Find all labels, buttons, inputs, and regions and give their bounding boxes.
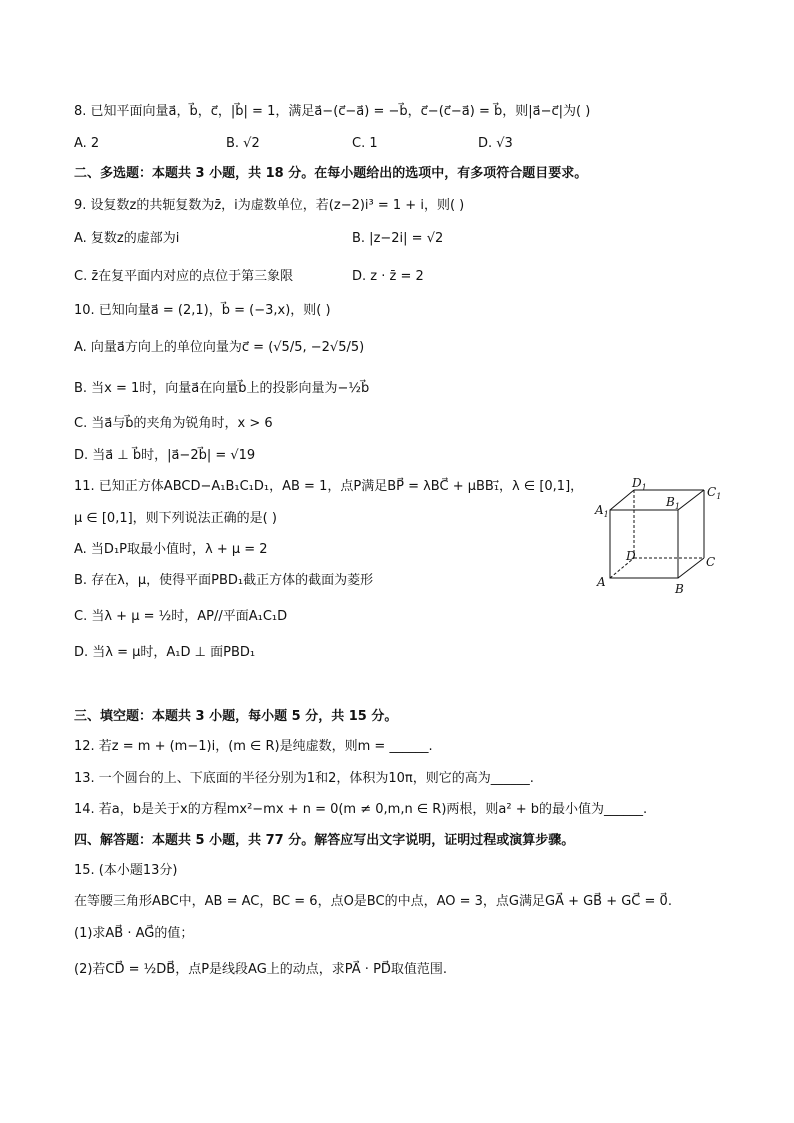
- cube-edge-bc: [678, 558, 704, 578]
- q11-option-b: B. 存在λ，μ，使得平面PBD₁截正方体的截面为菱形: [74, 573, 374, 588]
- label-b: B: [675, 582, 684, 596]
- q10-option-a: A. 向量a⃗方向上的单位向量为c⃗ = (√5/5, −2√5/5): [74, 340, 365, 355]
- section-4-heading: 四、解答题：本题共 5 小题，共 77 分。解答应写出文字说明，证明过程或演算步骤。: [74, 833, 575, 848]
- question-15-part1: (1)求AB⃗ · AG⃗的值；: [74, 926, 194, 941]
- question-13: 13. 一个圆台的上、下底面的半径分别为1和2，体积为10π，则它的高为______.: [74, 771, 534, 786]
- q10-option-c: C. 当a⃗与b⃗的夹角为锐角时，x > 6: [74, 416, 273, 431]
- cube-front-face: [610, 510, 678, 578]
- question-14: 14. 若a，b是关于x的方程mx²−mx + n = 0(m ≠ 0,m,n ∈ R)两根，则a² + b的最小值为______.: [74, 802, 648, 817]
- label-c: C: [706, 555, 716, 569]
- label-b1: $B_1$: [666, 495, 680, 511]
- label-a: A: [597, 575, 606, 589]
- q10-option-b: B. 当x = 1时，向量a⃗在向量b⃗上的投影向量为−½b⃗: [74, 381, 370, 396]
- cube-edge-a1d1: [610, 490, 634, 510]
- label-c1: $C_1$: [707, 485, 722, 501]
- q11-option-d: D. 当λ = μ时，A₁D ⊥ 面PBD₁: [74, 645, 256, 660]
- label-d1: $D_1$: [632, 476, 647, 492]
- cube-edge-b1c1: [678, 490, 704, 510]
- question-9-stem: 9. 设复数z的共轭复数为z̄，i为虚数单位，若(z−2)i³ = 1 + i，则( ): [74, 198, 465, 213]
- question-15-part2: (2)若CD⃗ = ½DB⃗，点P是线段AG上的动点，求PA⃗ · PD⃗取值范围.: [74, 962, 448, 977]
- q11-option-a: A. 当D₁P取最小值时，λ + μ = 2: [74, 542, 268, 557]
- question-15-stem: 在等腰三角形ABC中，AB = AC，BC = 6，点O是BC的中点，AO = 3，点G满足GA⃗ + GB⃗ + GC⃗ = 0⃗.: [74, 894, 672, 909]
- q8-option-c: C. 1: [352, 136, 378, 151]
- q11-option-c: C. 当λ + μ = ½时，AP//平面A₁C₁D: [74, 609, 288, 624]
- question-11-stem-line1: 11. 已知正方体ABCD−A₁B₁C₁D₁，AB = 1，点P满足BP⃗ = λBC⃗ + μBB₁⃗，λ ∈ [0,1]，: [74, 479, 584, 494]
- q10-option-d: D. 当a⃗ ⊥ b⃗时，|a⃗−2b⃗| = √19: [74, 448, 256, 463]
- question-8-stem: 8. 已知平面向量a⃗，b⃗，c⃗，|b⃗| = 1，满足a⃗−(c⃗−a⃗) = −b⃗，c⃗−(c⃗−a⃗) = b⃗，则|a⃗−c⃗|为( ): [74, 104, 591, 119]
- question-10-stem: 10. 已知向量a⃗ = (2,1)，b⃗ = (−3,x)，则( ): [74, 303, 331, 318]
- q9-option-c: C. z̄在复平面内对应的点位于第三象限: [74, 269, 294, 284]
- q8-option-a: A. 2: [74, 136, 100, 151]
- question-15-title: 15. (本小题13分): [74, 863, 178, 878]
- question-12: 12. 若z = m + (m−1)i，(m ∈ R)是纯虚数，则m = ______.: [74, 739, 433, 754]
- q9-option-d: D. z · z̄ = 2: [352, 269, 424, 284]
- label-d: D: [626, 549, 636, 563]
- q9-option-b: B. |z−2i| = √2: [352, 231, 444, 246]
- label-a1: $A_1$: [595, 503, 609, 519]
- cube-figure: [592, 474, 726, 600]
- q8-option-b: B. √2: [226, 136, 260, 151]
- section-3-heading: 三、填空题：本题共 3 小题，每小题 5 分，共 15 分。: [74, 709, 398, 724]
- q9-option-a: A. 复数z的虚部为i: [74, 231, 180, 246]
- section-2-heading: 二、多选题：本题共 3 小题，共 18 分。在每小题给出的选项中，有多项符合题目要求。: [74, 166, 588, 181]
- q8-option-d: D. √3: [478, 136, 513, 151]
- question-11-stem-line2: μ ∈ [0,1]，则下列说法正确的是( ): [74, 511, 277, 526]
